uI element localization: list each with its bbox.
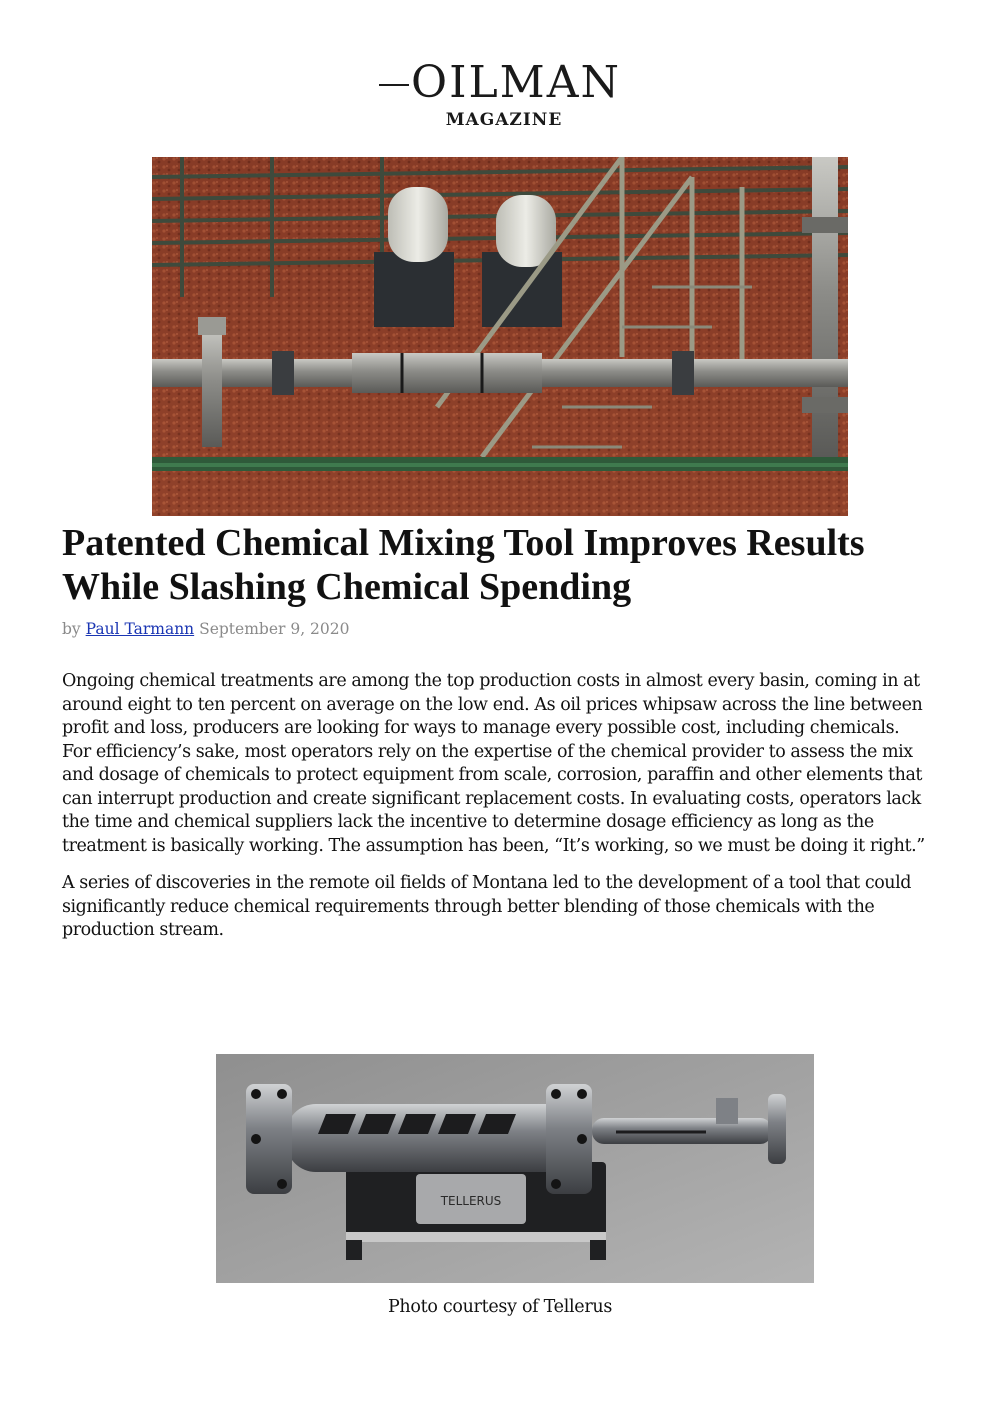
byline [62, 620, 350, 638]
article-body [62, 670, 942, 943]
author-link[interactable]: Paul Tarmann [85, 620, 195, 638]
logo-dash-decoration [379, 84, 409, 86]
paragraph-3: A series of discoveries in the remote oil fields of Montana led to the development of a tool that could significantly reduce chemical requirements through better blending of those chemicals with the production stream. [62, 873, 912, 940]
product-image [216, 1054, 814, 1283]
paragraph-2: For efficiency’s sake, most operators rely on the expertise of the chemical provider to assess the mix and dosage of chemicals to protect equipment from scale, corrosion, paraffin and other elements that can interrupt production and create significant replacement costs. In evaluating costs, operators lack the time and chemical suppliers lack the incentive to determine dosage efficiency as long as the treatment is basically working. The assumption has been, “It’s working, so we must be doing it right.” [62, 741, 925, 856]
byline-prefix: by [62, 620, 81, 638]
publish-date: September 9, 2020 [199, 620, 350, 638]
hero-image [152, 157, 848, 516]
chemical-mixing-tool-photo-icon [216, 1054, 814, 1283]
tellerus-plate-text: TELLERUS [440, 1194, 502, 1208]
logo-wordmark: OILMAN [411, 57, 621, 108]
article-title: Patented Chemical Mixing Tool Improves Results While Slashing Chemical Spending [62, 522, 865, 608]
logo[interactable] [0, 58, 1000, 108]
masthead [0, 58, 1000, 130]
oilfield-pipeline-photo-icon [152, 157, 848, 516]
logo-subtitle: MAGAZINE [445, 110, 563, 130]
paragraph-1: Ongoing chemical treatments are among the top production costs in almost every basin, coming in at around eight to ten percent on average on the low end. As oil prices whipsaw across the line between profit and loss, producers are looking for ways to manage every possible cost, including chemicals. [62, 671, 923, 738]
photo-caption: Photo courtesy of Tellerus [387, 1297, 613, 1317]
